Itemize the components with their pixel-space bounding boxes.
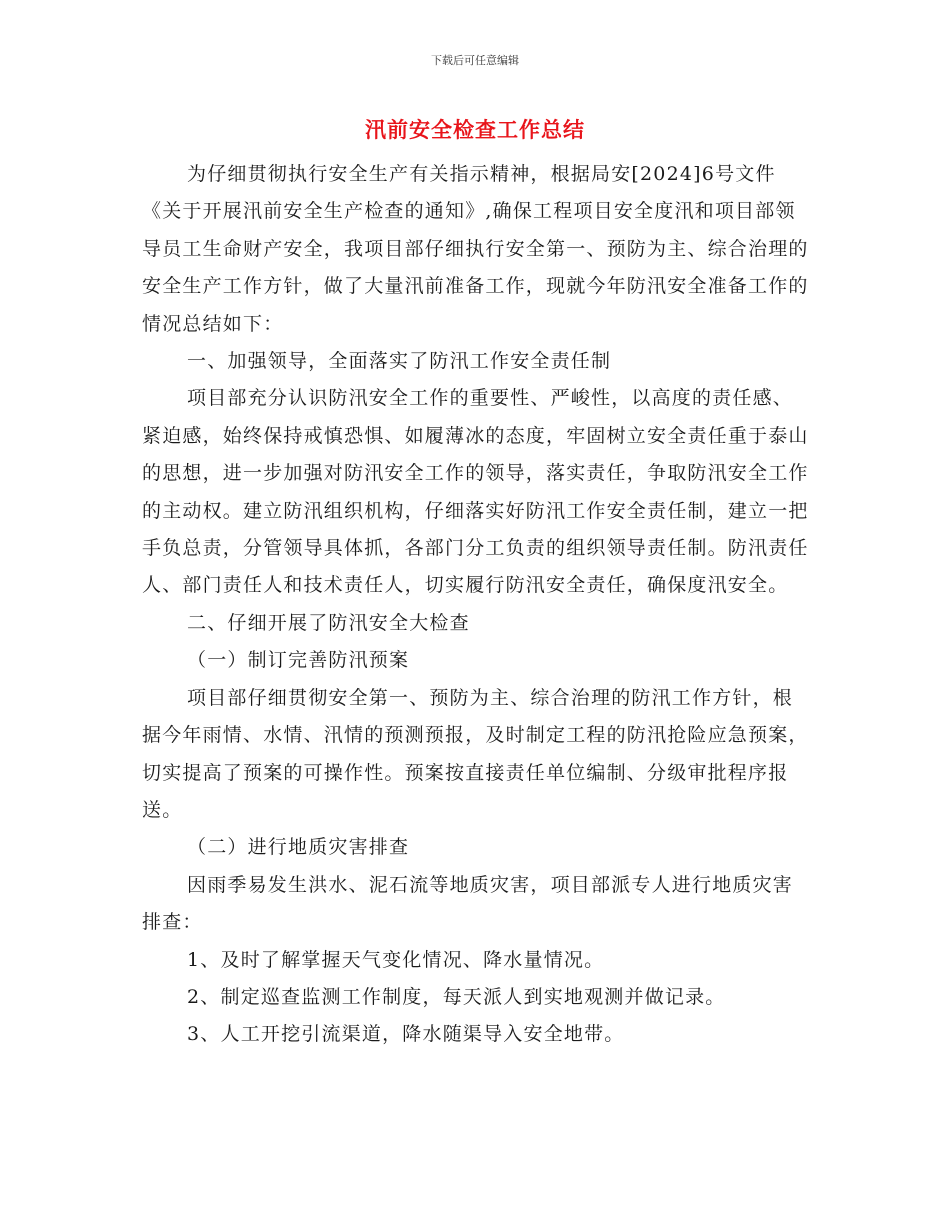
document-body xyxy=(142,156,812,1054)
body-paragraph: 项目部充分认识防汛安全工作的重要性、严峻性，以高度的责任感、紧迫感，始终保持戒慎恐惧、如履薄冰的态度，牢固树立安全责任重于泰山的思想，进一步加强对防汛安全工作的领导，落实责任，争取防汛安全工作的主动权。建立防汛组织机构，仔细落实好防汛工作安全责任制，建立一把手负总责，分管领导具体抓，各部门分工负责的组织领导责任制。防汛责任人、部门责任人和技术责任人，切实履行防汛安全责任，确保度汛安全。 xyxy=(142,387,809,597)
list-item: 1、及时了解掌握天气变化情况、降水量情况。 xyxy=(187,948,605,971)
intro-paragraph: 为仔细贯彻执行安全生产有关指示精神，根据局安[2024]6号文件《关于开展汛前安全生产检查的通知》,确保工程项目安全度汛和项目部领导员工生命财产安全，我项目部仔细执行安全第一、预防为主、综合治理的安全生产工作方针，做了大量汛前准备工作，现就今年防汛安全准备工作的情况总结如下： xyxy=(142,163,809,335)
body-paragraph: 项目部仔细贯彻安全第一、预防为主、综合治理的防汛工作方针，根据今年雨情、水情、汛情的预测预报，及时制定工程的防汛抢险应急预案，切实提高了预案的可操作性。预案按直接责任单位编制、分级审批程序报送。 xyxy=(142,686,809,821)
body-paragraph: 因雨季易发生洪水、泥石流等地质灾害，项目部派专人进行地质灾害排查： xyxy=(142,873,794,934)
section-heading-2: 二、仔细开展了防汛安全大检查 xyxy=(187,611,470,634)
list-item: 2、制定巡查监测工作制度，每天派人到实地观测并做记录。 xyxy=(187,985,726,1008)
subsection-heading-1: （一）制订完善防汛预案 xyxy=(187,649,410,672)
section-heading-1: 一、加强领导，全面落实了防汛工作安全责任制 xyxy=(187,350,612,373)
subsection-heading-2: （二）进行地质灾害排查 xyxy=(187,836,410,859)
document-title: 汛前安全检查工作总结 xyxy=(365,118,585,142)
header-note: 下载后可任意编辑 xyxy=(431,54,519,67)
list-item: 3、人工开挖引流渠道，降水随渠导入安全地带。 xyxy=(187,1023,625,1046)
